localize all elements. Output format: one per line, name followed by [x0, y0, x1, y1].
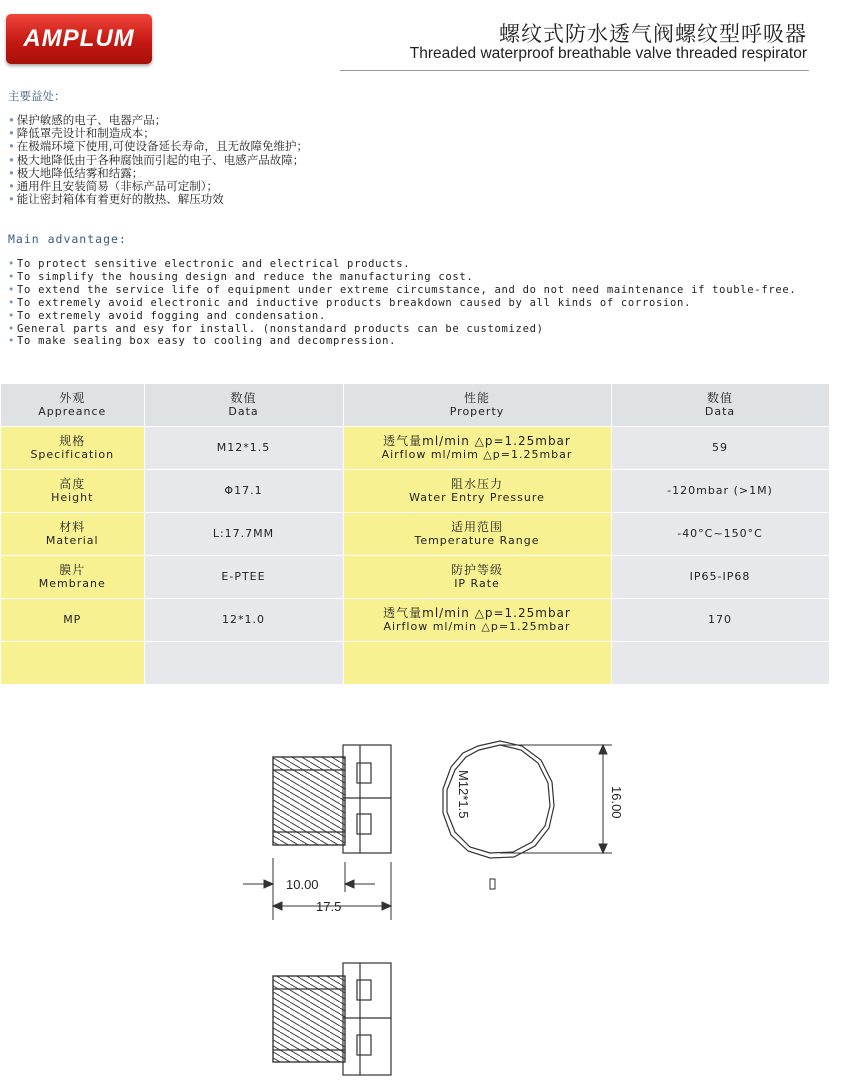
- benefits-heading-cn: 主要益处：: [8, 89, 66, 103]
- list-item: • To simplify the housing design and reduce the manufacturing cost.: [8, 271, 796, 284]
- list-item: • To extend the service life of equipment under extreme circumstance, and do not need maintenance if touble-free.: [8, 284, 796, 297]
- list-item: • 通用件且安装简易（非标产品可定制）；: [8, 180, 308, 193]
- row-property: 透气量ml/min △p=1.25mbar Airflow ml/min △p=1.25mbar: [343, 599, 611, 642]
- small-marker: [490, 879, 495, 889]
- row-label: MP: [1, 599, 144, 642]
- thread-label: M12*1.5: [456, 770, 471, 819]
- row-label: 膜片 Membrane: [1, 556, 144, 599]
- row-property: 防护等级 IP Rate: [343, 556, 611, 599]
- list-item: • To protect sensitive electronic and electrical products.: [8, 258, 796, 271]
- row-value: -120mbar (>1M): [611, 470, 829, 513]
- list-item: • 在极端环境下使用,可使设备延长寿命，且无故障免维护；: [8, 140, 308, 153]
- row-data: M12*1.5: [144, 427, 343, 470]
- side-view-bottom: [273, 963, 391, 1075]
- page-title-en: Threaded waterproof breathable valve threaded respirator: [409, 45, 807, 62]
- dim-height: 16.00: [609, 786, 624, 819]
- header-data: 数值 Data: [144, 384, 343, 427]
- dim-total-length: 17.5: [316, 899, 342, 914]
- header-appearance: 外观 Appreance: [1, 384, 144, 427]
- row-label: 材料 Material: [1, 513, 144, 556]
- list-item: • 能让密封箱体有着更好的散热、解压功效: [8, 193, 308, 206]
- row-value: IP65-IP68: [611, 556, 829, 599]
- list-item: • 极大地降低结雾和结露；: [8, 167, 308, 180]
- row-property: 阻水压力 Water Entry Pressure: [343, 470, 611, 513]
- list-item: • 降低罩壳设计和制造成本；: [8, 127, 308, 140]
- row-data: Φ17.1: [144, 470, 343, 513]
- brand-logo-text: AMPLUM: [23, 25, 135, 52]
- row-property: 适用范围 Temperature Range: [343, 513, 611, 556]
- list-item: • To make sealing box easy to cooling and decompression.: [8, 335, 796, 348]
- row-data: L:17.7MM: [144, 513, 343, 556]
- benefits-heading-en: Main advantage:: [8, 232, 127, 246]
- list-item: • 保护敏感的电子、电器产品；: [8, 114, 308, 127]
- header-property: 性能 Property: [343, 384, 611, 427]
- row-property: 透气量ml/min △p=1.25mbar Airflow ml/mim △p=1.25mbar: [343, 427, 611, 470]
- row-value: 59: [611, 427, 829, 470]
- page-title-cn: 螺纹式防水透气阀螺纹型呼吸器: [499, 22, 807, 46]
- row-data: E-PTEE: [144, 556, 343, 599]
- row-value: -40°C~150°C: [611, 513, 829, 556]
- dim-thread-length: 10.00: [286, 877, 319, 892]
- row-value: 170: [611, 599, 829, 642]
- list-item: • To extremely avoid fogging and condensation.: [8, 310, 796, 323]
- list-item: • 极大地降低由于各种腐蚀而引起的电子、电感产品故障；: [8, 154, 308, 167]
- list-item: • To extremely avoid electronic and inductive products breakdown caused by all kinds of corrosion.: [8, 297, 796, 310]
- header-value: 数值 Data: [611, 384, 829, 427]
- row-label: 高度 Height: [1, 470, 144, 513]
- row-data: 12*1.0: [144, 599, 343, 642]
- side-view-top: [273, 745, 391, 853]
- row-label: 规格 Specification: [1, 427, 144, 470]
- list-item: • General parts and esy for install. (nonstandard products can be customized): [8, 323, 796, 336]
